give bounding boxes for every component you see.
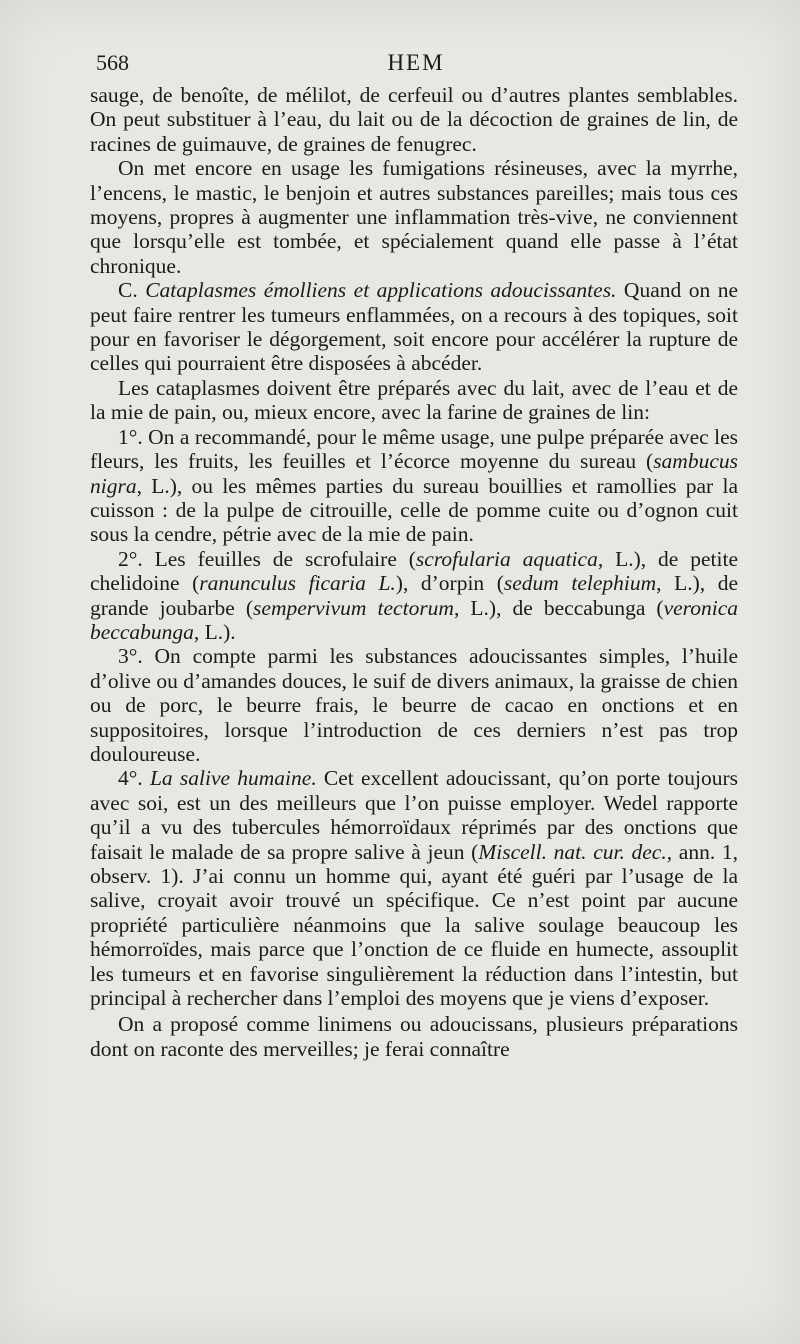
latin-name: sempervivum tectorum (253, 595, 454, 620)
paragraph-3 (90, 278, 738, 376)
text-run: , ann. 1, observ. 1). J’ai connu un homme qui, ayant été guéri par l’usage de la salive, croyait avoir trouvé un spécifique. Ce n’est point par aucune propriété particulière néanmoins que la salive soulage beaucoup les hémorroïdes, mais parce que l’onction de ce fluide en humecte, assouplit les tumeurs et en favorise singulièrement la réduction dans l’intestin, but principal à rechercher dans l’emploi des moyens que je viens d’exposer. (90, 839, 738, 1011)
text-run: , L.). (193, 619, 236, 644)
text-run: Cet excellent adoucissant, qu’on porte toujours avec soi, est un des meilleurs que l’on puisse employer. Wedel rapporte qu’il a vu des tubercules hémorroïdaux réprimés par des onctions que faisait le malade de sa propre salive à jeun ( (90, 766, 738, 864)
running-head: HEM (387, 50, 445, 75)
page-header (96, 50, 736, 80)
item-title-salive: La salive humaine. (149, 766, 317, 791)
paragraph-2: On met encore en usage les fumigations résineuses, avec la myrrhe, l’encens, le mastic, le benjoin et autres substances pareilles; mais tous ces moyens, propres à augmenter une inflammation très-vive, ne conviennent que lorsqu’elle est tombée, et spécialement quand elle passe à l’état chronique. (90, 156, 738, 278)
text-run: ), d’orpin ( (395, 571, 504, 596)
section-title-cataplasmes: Cataplasmes émolliens et applications adoucissantes. (145, 278, 617, 303)
citation: Miscell. nat. cur. dec. (478, 839, 667, 864)
text-run: , L.), de grande joubarbe ( (90, 571, 738, 620)
latin-name: scrofularia aquatica (415, 546, 598, 571)
page-number: 568 (96, 50, 129, 75)
section-label-c: C. (118, 278, 138, 303)
paragraph-5 (90, 425, 738, 547)
text-run: 1°. On a recommandé, pour le même usage, une pulpe préparée avec les fleurs, les fruits, les feuilles et l’écorce moyenne du sureau ( (90, 424, 738, 474)
page-body (90, 83, 738, 1061)
latin-name: ranunculus ficaria L. (199, 571, 396, 596)
paragraph-6 (90, 547, 738, 645)
text-run: 2°. Les feuilles de scrofulaire ( (118, 546, 416, 571)
paragraph-3-text: Quand on ne peut faire rentrer les tumeurs enflammées, on a recours à des topiques, soit pour en favoriser le dégorgement, soit encore pour accélérer la rupture de celles qui pourraient être disposées à abcéder. (90, 278, 738, 376)
paragraph-1: sauge, de benoîte, de mélilot, de cerfeuil ou d’autres plantes semblables. On peut substituer à l’eau, du lait ou de la décoction de graines de lin, de racines de guimauve, de graines de fenugrec. (90, 83, 738, 156)
item-label-4: 4°. (118, 766, 143, 791)
text-run: , L.), ou les mêmes parties du sureau bouillies et ramollies par la cuisson : de la pulpe de citrouille, celle de pomme cuite ou d’ognon cuit sous la cendre, pétrie avec de la mie de pain. (90, 473, 738, 547)
text-run: , L.), de beccabunga ( (453, 595, 664, 620)
paragraph-7: 3°. On compte parmi les substances adoucissantes simples, l’huile d’olive ou d’amandes douces, le suif de divers animaux, la graisse de chien ou de porc, le beurre frais, le beurre de cacao en onctions et en suppositoires, lorsque l’introduction de ces derniers n’est pas trop douloureuse. (90, 644, 738, 766)
paragraph-9: On a proposé comme linimens ou adoucissans, plusieurs préparations dont on raconte des merveilles; je ferai connaître (90, 1012, 738, 1061)
text-run: , L.), de petite chelidoine ( (90, 546, 738, 596)
paragraph-4: Les cataplasmes doivent être préparés avec du lait, avec de l’eau et de la mie de pain, ou, mieux encore, avec la farine de graines de lin: (90, 375, 738, 425)
latin-name: veronica beccabunga (90, 595, 739, 644)
paragraph-8 (90, 766, 738, 1010)
latin-name: sedum telephium (503, 571, 657, 596)
latin-name: sambucus nigra (90, 449, 738, 498)
